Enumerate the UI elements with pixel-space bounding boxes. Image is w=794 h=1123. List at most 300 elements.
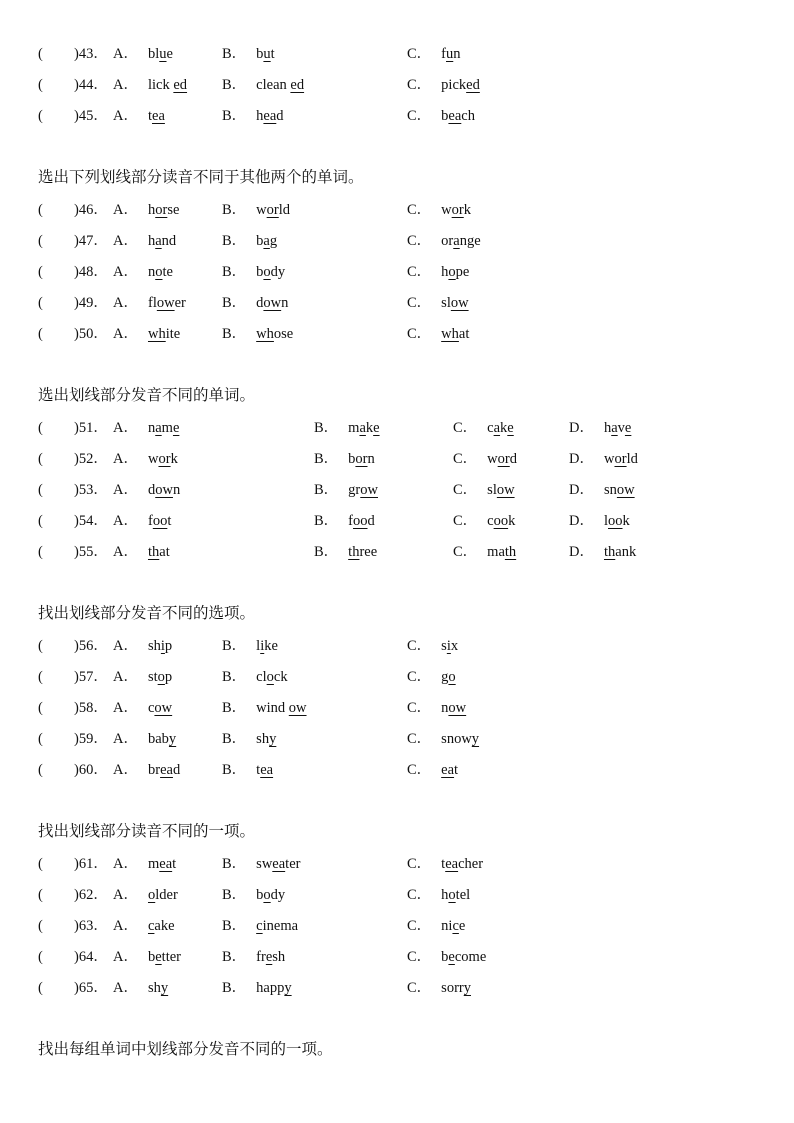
option-a	[113, 915, 175, 937]
option-label: C．	[453, 513, 478, 530]
underlined-part: a	[453, 232, 460, 249]
option-label: B．	[222, 700, 247, 716]
word-part: sorr	[441, 980, 464, 997]
option-word	[256, 759, 273, 781]
underlined-part: e	[265, 949, 273, 966]
word-part: f	[147, 513, 153, 530]
word-part: sw	[256, 855, 273, 872]
word-part: w	[256, 201, 267, 218]
option-label: A．	[113, 980, 138, 997]
option-a	[113, 292, 186, 314]
answer-blank-open[interactable]: (	[38, 700, 43, 716]
underlined-part: ea	[445, 855, 459, 872]
underlined-part: wh	[441, 326, 459, 343]
word-part: t	[147, 108, 153, 125]
option-label: C．	[407, 700, 432, 716]
option-word	[256, 105, 283, 127]
question-number: )59．	[74, 731, 108, 748]
underlined-part: y	[160, 980, 169, 997]
word-part: se	[167, 201, 180, 218]
option-label: C．	[453, 544, 478, 561]
option-word	[348, 510, 375, 532]
question-number: )52．	[74, 450, 108, 467]
option-label: C．	[407, 77, 432, 94]
option-word	[441, 884, 470, 906]
option-label: A．	[113, 419, 138, 436]
question-number: )47．	[74, 232, 108, 249]
underlined-part: a	[359, 419, 366, 436]
word-part: m	[147, 855, 160, 872]
option-label: C．	[407, 668, 432, 685]
answer-blank-open[interactable]: (	[38, 264, 43, 280]
option-label: B．	[222, 232, 247, 249]
option-label: B．	[222, 762, 247, 779]
option-label: C．	[407, 108, 432, 125]
option-a	[113, 479, 180, 501]
word-part: sh	[272, 949, 286, 966]
option-word	[441, 977, 471, 999]
option-label: B．	[314, 482, 339, 498]
word-part: ld	[626, 450, 638, 467]
option-word	[441, 230, 480, 252]
word-part: b	[147, 949, 156, 966]
underlined-part: or	[266, 201, 279, 218]
word-part: b	[256, 264, 264, 280]
option-c	[453, 541, 516, 563]
option-label: C．	[407, 46, 432, 62]
option-label: C．	[407, 886, 432, 903]
option-label: A．	[113, 700, 138, 716]
word-part: f	[348, 513, 354, 530]
word-part: c	[147, 700, 155, 716]
word-part: b	[256, 886, 264, 903]
word-part: b	[256, 232, 264, 249]
option-c	[407, 43, 461, 65]
word-part: w	[441, 201, 452, 218]
word-part: d	[276, 108, 284, 125]
word-part: x	[450, 637, 459, 654]
word-part: sh	[147, 637, 161, 654]
word-part: e	[458, 918, 466, 934]
option-b	[222, 853, 300, 875]
option-word	[441, 74, 480, 96]
option-word	[441, 43, 460, 65]
answer-blank-open[interactable]: (	[38, 201, 43, 218]
word-part: d	[509, 450, 517, 467]
option-label: C．	[407, 232, 432, 249]
word-part: b	[441, 108, 449, 125]
option-a	[113, 853, 176, 875]
underlined-part: c	[452, 918, 459, 934]
underlined-part: u	[446, 46, 454, 62]
underlined-part: th	[603, 544, 616, 561]
word-part: k	[170, 450, 178, 467]
word-part: d	[147, 482, 156, 498]
question-number: )50．	[74, 326, 108, 343]
option-b	[314, 541, 377, 563]
word-part: ma	[487, 544, 505, 561]
word-part: k	[508, 513, 516, 530]
question-number: )49．	[74, 295, 108, 312]
underlined-part: y	[168, 731, 177, 748]
option-word	[256, 323, 293, 345]
option-word	[441, 915, 465, 937]
underlined-part: o	[448, 668, 456, 685]
option-label: B．	[222, 77, 247, 94]
word-part: g	[441, 668, 449, 685]
word-part: s	[441, 637, 447, 654]
question-number: )54．	[74, 513, 108, 530]
option-c	[407, 261, 469, 283]
option-a	[113, 261, 173, 283]
option-word	[148, 230, 176, 252]
question-number: )51．	[74, 419, 108, 436]
option-c	[453, 510, 515, 532]
answer-blank-open[interactable]: (	[38, 513, 43, 530]
option-c	[407, 199, 471, 221]
underlined-part: c	[256, 918, 263, 934]
option-a	[113, 417, 179, 439]
answer-blank-open[interactable]: (	[38, 232, 43, 249]
option-label: C．	[407, 980, 432, 997]
underlined-part: ow	[450, 295, 469, 312]
option-label: C．	[407, 201, 432, 218]
underlined-part: th	[504, 544, 517, 561]
word-part: fr	[256, 949, 266, 966]
option-c	[407, 697, 466, 719]
option-label: C．	[407, 762, 432, 779]
option-d	[569, 448, 638, 470]
option-a	[113, 635, 172, 657]
option-word	[441, 635, 458, 657]
option-label: B．	[222, 918, 247, 934]
option-label: B．	[222, 46, 247, 62]
option-b	[314, 510, 375, 532]
underlined-part: ea	[272, 855, 286, 872]
option-c	[407, 759, 458, 781]
underlined-part: ow	[156, 295, 175, 312]
option-label: B．	[314, 513, 339, 530]
option-c	[453, 417, 514, 439]
option-word	[148, 977, 168, 999]
option-c	[407, 915, 465, 937]
word-part: ni	[441, 918, 453, 934]
option-label: C．	[407, 918, 432, 934]
word-part: k	[500, 419, 508, 436]
word-part: t	[172, 855, 177, 872]
option-a	[113, 697, 172, 719]
word-part: cher	[458, 855, 484, 872]
underlined-part: ea	[260, 762, 274, 779]
option-word	[148, 635, 172, 657]
answer-blank-open[interactable]: (	[38, 762, 43, 779]
answer-blank-open[interactable]: (	[38, 855, 43, 872]
answer-blank-open[interactable]: (	[38, 450, 43, 467]
option-word	[148, 417, 179, 439]
option-word	[148, 884, 178, 906]
word-part: or	[441, 232, 454, 249]
underlined-part: a	[493, 419, 501, 436]
option-label: B．	[222, 264, 247, 280]
option-word	[348, 448, 375, 470]
word-part: d	[256, 295, 264, 312]
option-label: A．	[113, 201, 138, 218]
answer-blank-open[interactable]: (	[38, 482, 43, 498]
underlined-part: o	[263, 264, 271, 280]
option-c	[407, 728, 479, 750]
option-word	[148, 74, 187, 96]
word-part: ree	[359, 544, 378, 561]
option-word	[148, 510, 171, 532]
option-b	[222, 884, 285, 906]
option-word	[256, 292, 288, 314]
option-a	[113, 323, 180, 345]
option-a	[113, 977, 168, 999]
answer-blank-open[interactable]: (	[38, 77, 43, 94]
answer-blank-open[interactable]: (	[38, 980, 43, 997]
option-word	[487, 448, 517, 470]
question-number: )57．	[74, 668, 108, 685]
section-heading: 找出每组单词中划线部分发音不同的一项。	[38, 1039, 333, 1058]
word-part: cl	[256, 668, 267, 685]
option-label: A．	[113, 668, 138, 685]
option-c	[407, 323, 469, 345]
option-label: B．	[222, 201, 247, 218]
option-label: B．	[222, 326, 247, 343]
option-word	[441, 323, 469, 345]
word-part: at	[458, 326, 470, 343]
option-word	[148, 43, 173, 65]
question-number: )43．	[74, 46, 108, 62]
question-number: )60．	[74, 762, 108, 779]
option-b	[222, 199, 290, 221]
option-b	[222, 977, 292, 999]
option-c	[407, 292, 469, 314]
underlined-part: c	[147, 918, 155, 934]
word-part: t	[167, 513, 172, 530]
word-part: ter	[285, 855, 301, 872]
option-word	[348, 541, 377, 563]
word-part: nd	[161, 232, 177, 249]
option-c	[407, 977, 471, 999]
word-part: n	[367, 450, 375, 467]
option-word	[604, 448, 638, 470]
question-number: )65．	[74, 980, 108, 997]
question-number: )46．	[74, 201, 108, 218]
option-word	[256, 946, 285, 968]
word-part: n	[147, 264, 156, 280]
option-word	[441, 292, 468, 314]
word-part: g	[269, 232, 278, 249]
option-a	[113, 759, 180, 781]
option-word	[256, 74, 304, 96]
option-word	[256, 977, 291, 999]
option-word	[604, 510, 630, 532]
option-label: B．	[222, 637, 247, 654]
underlined-part: e	[448, 949, 455, 966]
option-word	[604, 479, 635, 501]
underlined-part: o	[266, 668, 274, 685]
underlined-part: o	[448, 264, 456, 280]
underlined-part: ow	[448, 700, 467, 716]
option-word	[148, 105, 165, 127]
underlined-part: y	[269, 731, 277, 748]
option-label: B．	[314, 450, 339, 467]
option-b	[222, 230, 277, 252]
option-word	[441, 666, 456, 688]
word-part: tter	[161, 949, 181, 966]
word-part: ose	[273, 326, 294, 343]
option-label: B．	[222, 886, 247, 903]
answer-blank-open[interactable]: (	[38, 731, 43, 748]
word-part: fl	[147, 295, 157, 312]
word-part: h	[603, 419, 612, 436]
underlined-part: y	[471, 731, 480, 748]
section-heading: 找出划线部分读音不同的一项。	[38, 821, 256, 840]
underlined-part: e	[155, 949, 162, 966]
answer-blank-open[interactable]: (	[38, 886, 43, 903]
option-word	[441, 759, 458, 781]
underlined-part: u	[263, 46, 271, 62]
option-word	[148, 697, 172, 719]
option-b	[222, 105, 284, 127]
word-part: t	[441, 855, 446, 872]
option-word	[441, 261, 469, 283]
option-label: A．	[113, 886, 138, 903]
underlined-part: ea	[159, 855, 173, 872]
underlined-part: or	[451, 201, 464, 218]
underlined-part: o	[155, 264, 163, 280]
underlined-part: y	[463, 980, 471, 997]
option-word	[256, 853, 300, 875]
word-part: st	[147, 668, 158, 685]
word-part: bl	[147, 46, 160, 62]
option-c	[453, 479, 515, 501]
word-part: c	[487, 419, 494, 436]
option-label: B．	[222, 980, 247, 997]
option-c	[407, 105, 475, 127]
question-number: )44．	[74, 77, 108, 94]
word-part: b	[348, 450, 356, 467]
option-label: A．	[113, 232, 138, 249]
option-word	[441, 853, 483, 875]
underlined-part: ow	[263, 295, 282, 312]
answer-blank-open[interactable]: (	[38, 668, 43, 685]
option-b	[222, 728, 276, 750]
word-part: ld	[278, 201, 291, 218]
answer-blank-open[interactable]: (	[38, 295, 43, 312]
word-part: inema	[262, 918, 299, 934]
underlined-part: or	[155, 201, 168, 218]
option-label: D．	[569, 544, 594, 561]
word-part: wind	[256, 700, 289, 716]
word-part: h	[441, 264, 449, 280]
underlined-part: ow	[154, 700, 173, 716]
answer-blank-open[interactable]: (	[38, 108, 43, 125]
option-label: C．	[407, 855, 432, 872]
option-b	[314, 417, 380, 439]
underlined-part: a	[155, 232, 162, 249]
underlined-part: a	[611, 419, 618, 436]
option-word	[348, 417, 379, 439]
option-b	[222, 666, 288, 688]
word-part: h	[147, 201, 156, 218]
option-b	[222, 915, 298, 937]
option-c	[407, 946, 486, 968]
word-part: h	[147, 232, 156, 249]
word-part: er	[174, 295, 186, 312]
underlined-part: y	[284, 980, 292, 997]
option-label: A．	[113, 77, 138, 94]
word-part: b	[256, 46, 264, 62]
option-label: A．	[113, 295, 138, 312]
word-part: p	[164, 668, 173, 685]
option-word	[256, 261, 285, 283]
underlined-part: e	[507, 419, 514, 436]
option-label: D．	[569, 482, 594, 498]
option-label: A．	[113, 450, 138, 467]
option-d	[569, 541, 636, 563]
option-word	[148, 853, 176, 875]
word-part: k	[365, 419, 374, 436]
underlined-part: ow	[496, 482, 515, 498]
answer-blank-open[interactable]: (	[38, 326, 43, 343]
option-label: C．	[407, 731, 432, 748]
option-label: C．	[453, 450, 478, 467]
option-a	[113, 541, 170, 563]
option-word	[148, 541, 170, 563]
answer-blank-open[interactable]: (	[38, 637, 43, 654]
answer-blank-open[interactable]: (	[38, 918, 43, 934]
underlined-part: ow	[360, 482, 378, 498]
option-d	[569, 479, 635, 501]
option-word	[148, 292, 186, 314]
question-number: )53．	[74, 482, 108, 498]
word-part: n	[281, 295, 289, 312]
option-word	[148, 323, 180, 345]
word-part: bab	[147, 731, 169, 748]
underlined-part: e	[373, 419, 380, 436]
word-part: w	[487, 450, 498, 467]
word-part: m	[161, 419, 173, 436]
underlined-part: wh	[256, 326, 274, 343]
underlined-part: ea	[448, 108, 462, 125]
option-label: B．	[222, 949, 247, 966]
option-c	[407, 230, 481, 252]
option-b	[222, 946, 285, 968]
answer-blank-open[interactable]: (	[38, 46, 43, 62]
question-number: )45．	[74, 108, 108, 125]
word-part: b	[441, 949, 449, 966]
option-word	[256, 635, 278, 657]
word-part: n	[147, 419, 156, 436]
option-label: C．	[407, 637, 432, 654]
answer-blank-open[interactable]: (	[38, 949, 43, 966]
word-part: n	[172, 482, 181, 498]
underlined-part: ed	[290, 77, 305, 94]
word-part: ke	[264, 637, 278, 654]
option-word	[148, 479, 180, 501]
underlined-part: u	[159, 46, 167, 62]
answer-blank-open[interactable]: (	[38, 419, 43, 436]
underlined-part: ow	[288, 700, 307, 716]
answer-blank-open[interactable]: (	[38, 544, 43, 561]
word-part: n	[453, 46, 461, 62]
option-b	[314, 479, 378, 501]
word-part: n	[441, 700, 449, 716]
word-part: t	[256, 762, 261, 779]
option-d	[569, 417, 631, 439]
